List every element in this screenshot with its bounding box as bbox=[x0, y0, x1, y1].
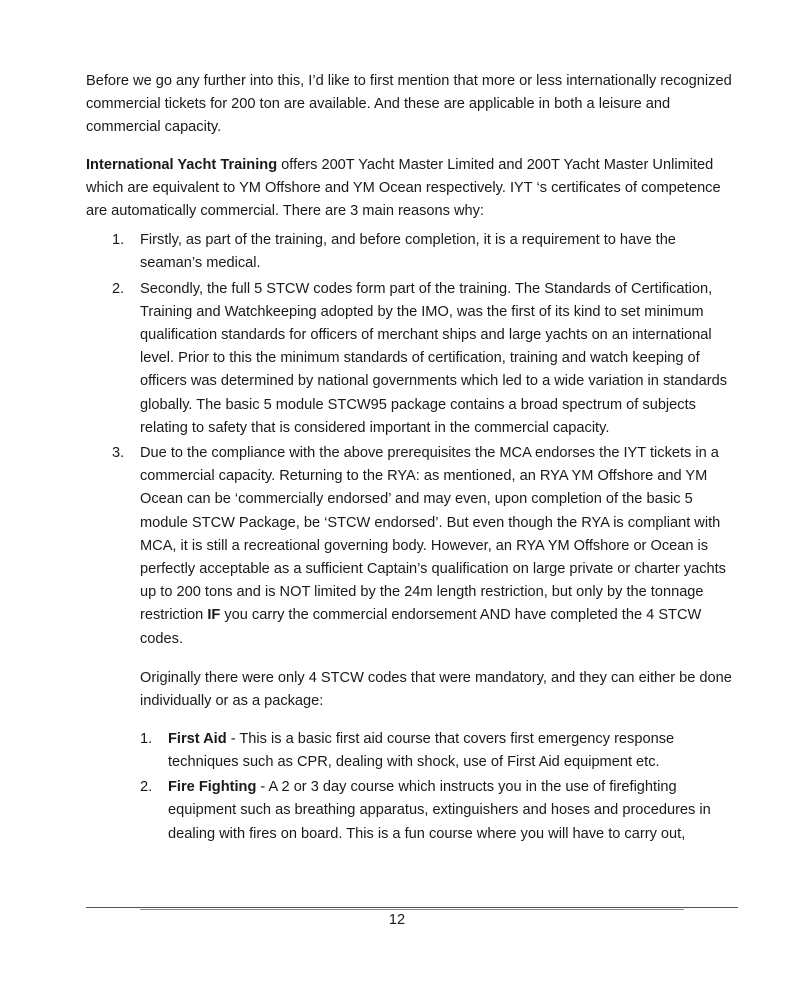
list-text: Secondly, the full 5 STCW codes form part of the training. The Standards of Certification, Training and Watchkeeping adopted by the IMO, was the first of its kind to set minimum qualification standards for officers of merchant ships and large yachts on an international level. Prior to this the minimum standards of certification, training and watch keeping of officers was determined by national governments which led to a wide variation in standards globally. The basic 5 module STCW95 package contains a broad spectrum of subjects relating to safety that is considered important in the commercial capacity. bbox=[140, 280, 728, 436]
list-number: 2. bbox=[112, 280, 125, 297]
list-text: you carry the commercial endorsement AND have completed the 4 STCW codes. bbox=[140, 607, 702, 647]
code-title: Fire Fighting bbox=[168, 779, 257, 796]
list-item bbox=[86, 278, 736, 440]
list-number: 3. bbox=[112, 445, 125, 462]
iyt-paragraph bbox=[86, 154, 736, 224]
list-number: 2. bbox=[140, 779, 153, 796]
iyt-text: offers 200T Yacht Master Limited and 200T Yacht Master Unlimited which are equivalent to YM Offshore and YM Ocean respectively. IYT ‘s certificates of competence are automatically commercial. There are 3 main reasons why: bbox=[86, 156, 721, 220]
codes-list bbox=[86, 728, 736, 846]
list-text: Due to the compliance with the above prerequisites the MCA endorses the IYT tickets in a commercial capacity. Returning to the RYA: as mentioned, an RYA YM Offshore and YM Ocean can be ‘commercially endorsed’ and may even, upon completion of the basic 5 module STCW Package, be ‘STCW endorsed’. But even though the RYA is compliant with MCA, it is still a recreational governing body. However, an RYA YM Offshore or Ocean is perfectly acceptable as a sufficient Captain’s qualification on large private or charter yachts up to 200 tons and is NOT limited by the 24m length restriction, but only by the tonnage restriction bbox=[140, 445, 726, 624]
intro-paragraph: Before we go any further into this, I’d like to first mention that more or less internationally recognized commercial tickets for 200 ton are available. And these are applicable in both a leisure and commercial capacity. bbox=[86, 73, 732, 136]
footer-divider-inner bbox=[140, 909, 684, 910]
codes-intro: Originally there were only 4 STCW codes that were mandatory, and they can either be done individually or as a package: bbox=[140, 669, 732, 710]
list-number: 1. bbox=[140, 730, 153, 747]
reasons-list bbox=[86, 229, 736, 651]
code-text: - This is a basic first aid course that covers first emergency response techniques such as CPR, dealing with shock, use of First Aid equipment etc. bbox=[168, 730, 675, 771]
iyt-org-name: International Yacht Training bbox=[86, 156, 278, 173]
document-page bbox=[86, 70, 736, 848]
list-item bbox=[86, 442, 736, 651]
list-text: Firstly, as part of the training, and before completion, it is a requirement to have the seaman’s medical. bbox=[140, 232, 676, 272]
list-bold: IF bbox=[207, 607, 221, 624]
code-text: - A 2 or 3 day course which instructs you in the use of firefighting equipment such as breathing apparatus, extinguishers and hoses and procedures in dealing with fires on board. This is a fun course where you will have to carry out, bbox=[168, 779, 711, 842]
list-item bbox=[86, 776, 736, 846]
page-number: 12 bbox=[388, 912, 406, 928]
list-number: 1. bbox=[112, 232, 125, 249]
list-item bbox=[86, 728, 736, 774]
list-item bbox=[86, 229, 736, 275]
code-title: First Aid bbox=[168, 730, 227, 747]
footer-divider bbox=[86, 907, 738, 908]
